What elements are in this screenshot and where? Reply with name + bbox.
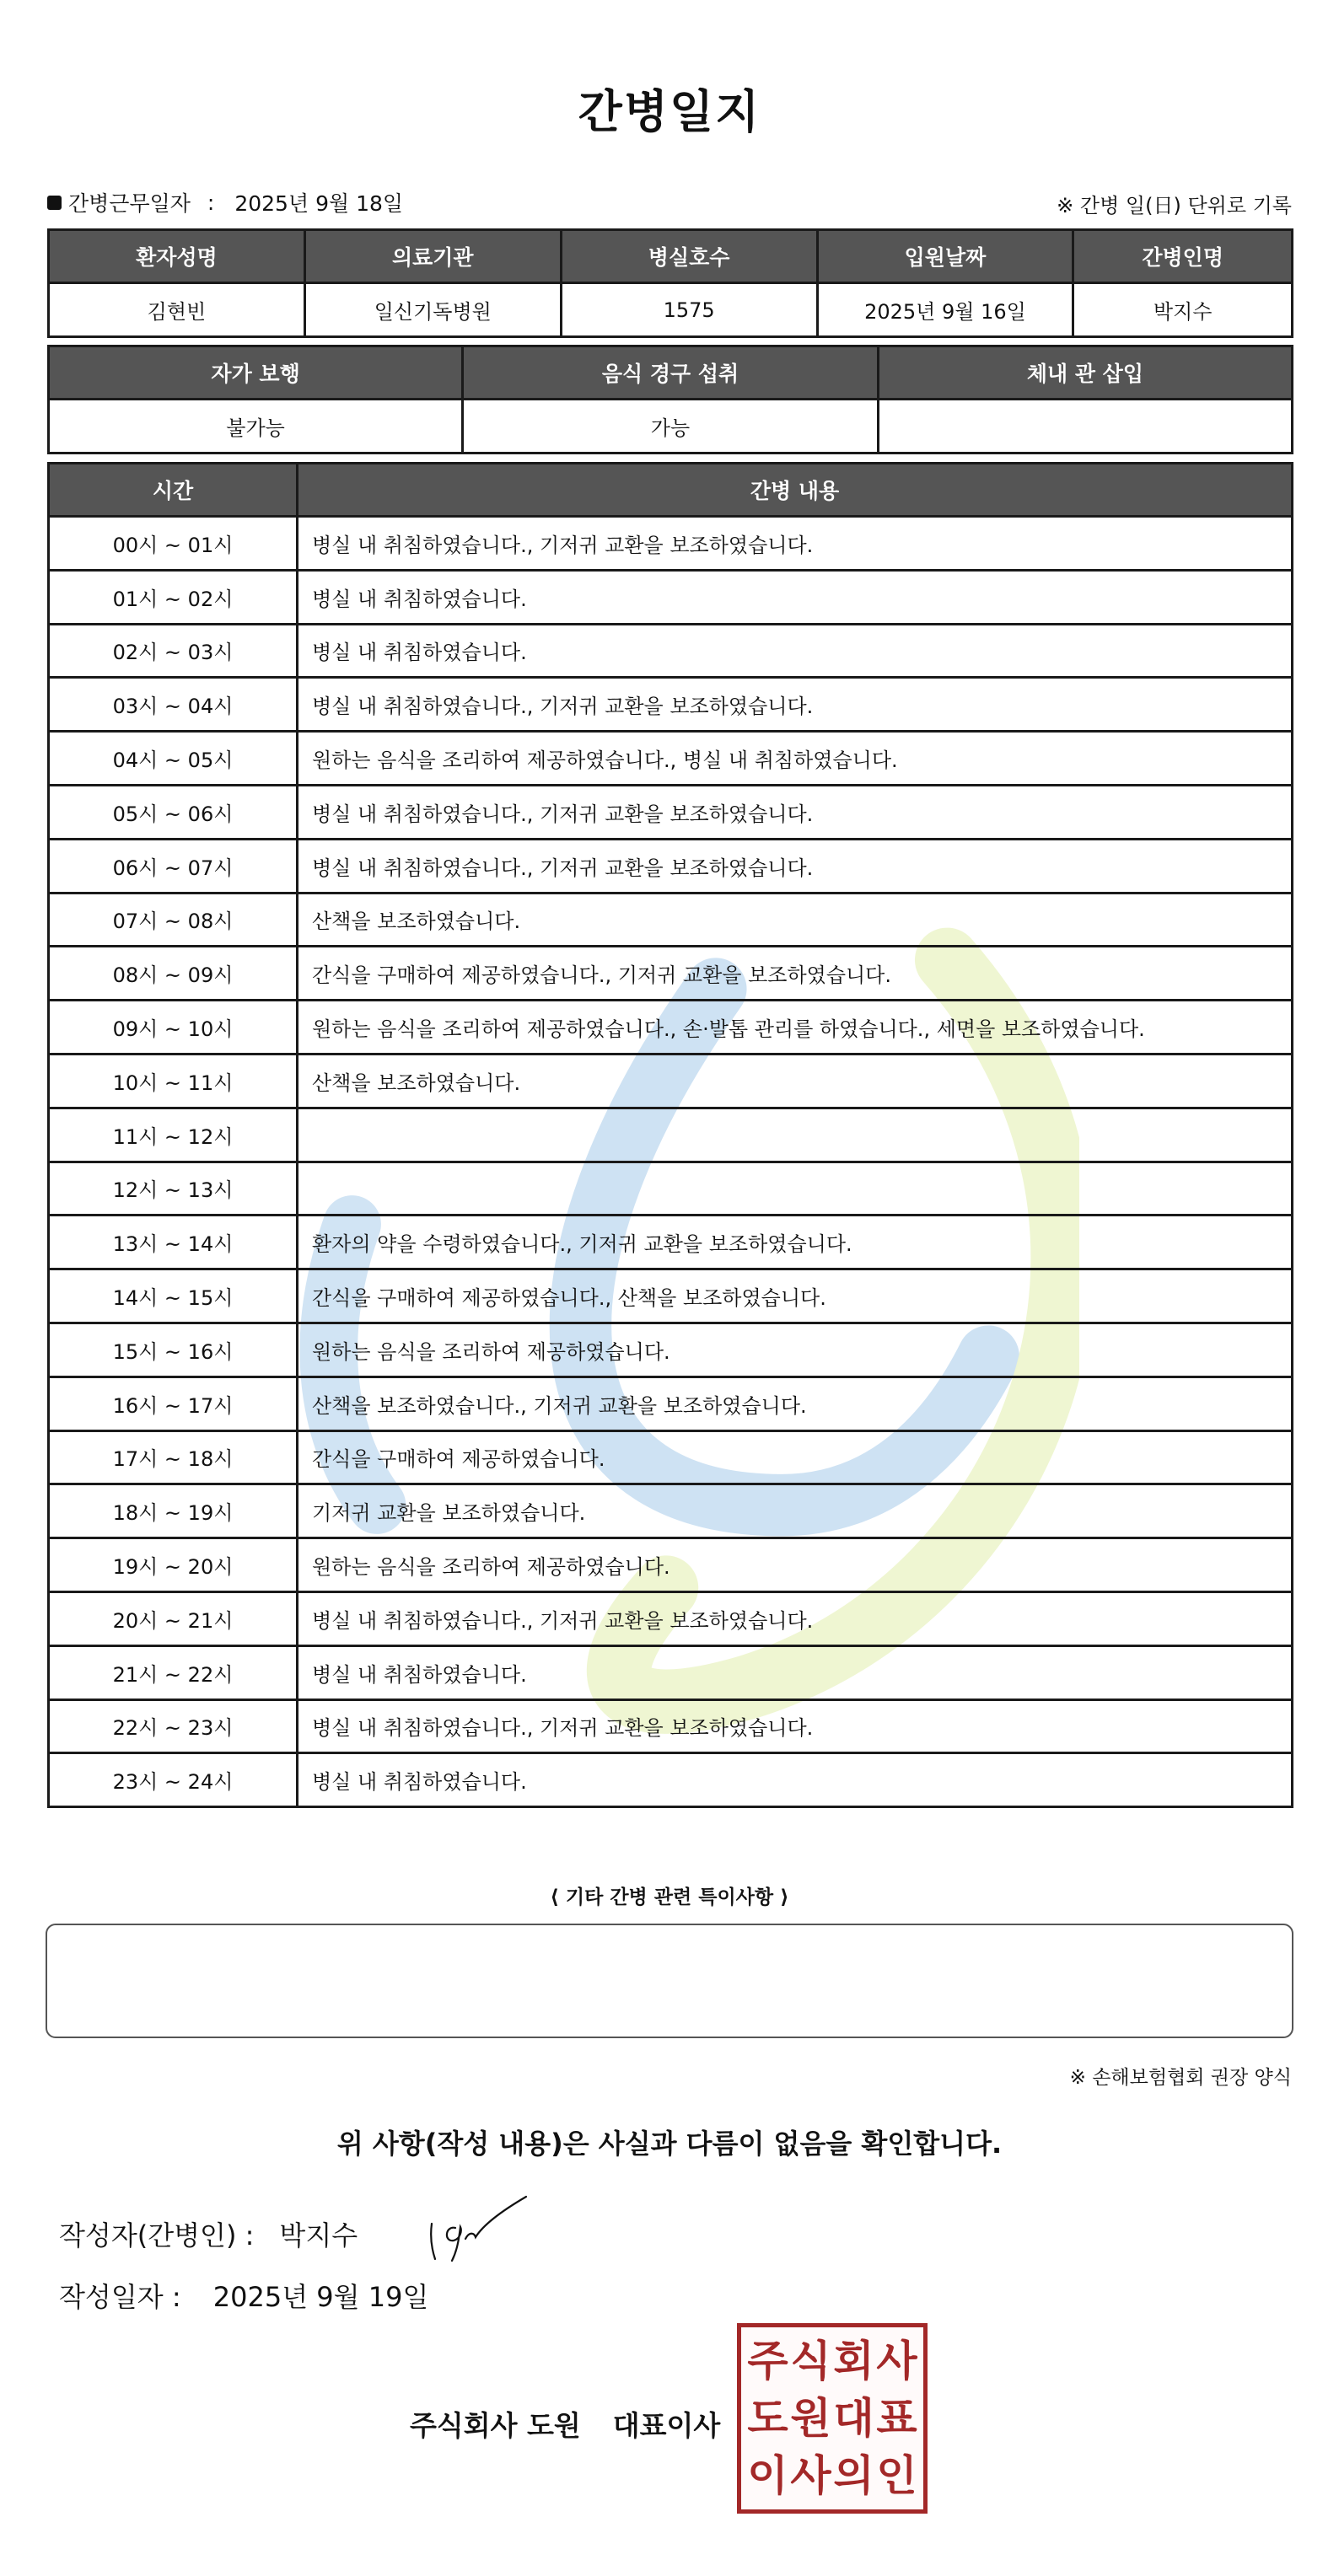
caregiver-name: 박지수 [1073,283,1293,337]
confirmation-statement: 위 사항(작성 내용)은 사실과 다름이 없음을 확인합니다. [336,2128,1003,2160]
care-log-time: 20시 ~ 21시 [49,1591,298,1645]
hospital-name: 일신기독병원 [304,283,561,337]
written-date-line [59,2276,428,2315]
care-log-content: 병실 내 취침하였습니다. [298,570,1293,624]
care-log-time: 15시 ~ 16시 [49,1323,298,1377]
care-log-content [298,1108,1293,1162]
company-role: 대표이사 [612,2409,721,2442]
care-log-content: 병실 내 취침하였습니다., 기저귀 교환을 보조하였습니다. [298,678,1293,732]
care-log-content [298,1162,1293,1216]
care-log-content: 원하는 음식을 조리하여 제공하였습니다. [298,1323,1293,1377]
seal-character: 도 [747,2394,788,2443]
seal-character: 대 [833,2394,874,2443]
special-notes-title: ⟨ 기타 간병 관련 특이사항 ⟩ [550,1886,789,1908]
care-log-time: 00시 ~ 01시 [49,517,298,571]
care-log-table [47,462,1293,1808]
header-admission-date: 입원날짜 [817,230,1073,283]
patient-name: 김현빈 [49,283,305,337]
care-log-time: 13시 ~ 14시 [49,1216,298,1269]
handwritten-signature [422,2190,531,2266]
care-log-time: 06시 ~ 07시 [49,839,298,893]
care-log-time: 02시 ~ 03시 [49,624,298,678]
care-log-row [49,1108,1293,1162]
written-date-label: 작성일자 : [59,2281,181,2313]
seal-character: 이 [747,2451,788,2500]
care-log-content: 환자의 약을 수령하였습니다., 기저귀 교환을 보조하였습니다. [298,1216,1293,1269]
care-log-time: 08시 ~ 09시 [49,947,298,1001]
seal-character: 사 [876,2337,917,2385]
bullet-square-icon [47,196,62,210]
seal-character: 회 [833,2337,874,2385]
care-log-row [49,1645,1293,1699]
patient-info-header-row [49,230,1293,283]
seal-character: 원 [790,2394,831,2443]
work-date-label: 간병근무일자 [68,191,191,216]
patient-info-value-row [49,283,1293,337]
care-log-row [49,1054,1293,1108]
header-hospital: 의료기관 [304,230,561,283]
company-name: 주식회사 도원 [410,2409,581,2442]
header-care-content: 간병 내용 [298,464,1293,517]
care-log-time: 07시 ~ 08시 [49,893,298,947]
care-log-content: 병실 내 취침하였습니다., 기저귀 교환을 보조하였습니다. [298,1699,1293,1753]
company-signature-line [410,2404,720,2444]
care-log-row [49,1430,1293,1484]
writer-line [59,2214,358,2253]
care-log-content: 병실 내 취침하였습니다. [298,624,1293,678]
oral-intake-value: 가능 [463,400,879,453]
seal-character: 인 [876,2451,917,2500]
work-date-value: 2025년 9월 18일 [234,191,404,216]
room-number: 1575 [561,283,817,337]
care-log-content: 원하는 음식을 조리하여 제공하였습니다., 병실 내 취침하였습니다. [298,732,1293,786]
work-date-separator: : [207,190,215,215]
care-log-content: 산책을 보조하였습니다. [298,1054,1293,1108]
care-log-content: 병실 내 취침하였습니다., 기저귀 교환을 보조하였습니다. [298,517,1293,571]
header-patient-name: 환자성명 [49,230,305,283]
care-log-content: 원하는 음식을 조리하여 제공하였습니다., 손·발톱 관리를 하였습니다., 세면을 보조하였습니다. [298,1001,1293,1055]
header-oral-intake: 음식 경구 섭취 [463,346,879,400]
care-log-time: 18시 ~ 19시 [49,1484,298,1538]
company-seal-stamp [737,2323,928,2514]
patient-status-table [47,345,1293,454]
tube-insertion-value [878,400,1292,453]
care-log-row [49,1753,1293,1807]
care-log-content: 산책을 보조하였습니다. [298,893,1293,947]
self-walking-value: 불가능 [49,400,463,453]
special-notes-box [46,1924,1293,2038]
care-log-time: 17시 ~ 18시 [49,1430,298,1484]
care-log-time: 03시 ~ 04시 [49,678,298,732]
care-log-time: 09시 ~ 10시 [49,1001,298,1055]
care-log-row [49,732,1293,786]
status-value-row [49,400,1293,453]
status-header-row [49,346,1293,400]
care-log-content: 기저귀 교환을 보조하였습니다. [298,1484,1293,1538]
seal-character: 식 [790,2337,831,2385]
care-log-content: 산책을 보조하였습니다., 기저귀 교환을 보조하였습니다. [298,1377,1293,1430]
header-caregiver-name: 간병인명 [1073,230,1293,283]
care-log-row [49,517,1293,571]
care-log-content: 간식을 구매하여 제공하였습니다. [298,1430,1293,1484]
care-log-row [49,678,1293,732]
care-log-time: 01시 ~ 02시 [49,570,298,624]
care-log-time: 23시 ~ 24시 [49,1753,298,1807]
admission-date: 2025년 9월 16일 [817,283,1073,337]
care-log-content: 간식을 구매하여 제공하였습니다., 산책을 보조하였습니다. [298,1269,1293,1323]
header-self-walking: 자가 보행 [49,346,463,400]
care-log-content: 병실 내 취침하였습니다. [298,1645,1293,1699]
care-log-row [49,893,1293,947]
care-log-content: 간식을 구매하여 제공하였습니다., 기저귀 교환을 보조하였습니다. [298,947,1293,1001]
care-log-time: 14시 ~ 15시 [49,1269,298,1323]
care-log-header-row [49,464,1293,517]
care-log-row [49,1484,1293,1538]
care-log-content: 원하는 음식을 조리하여 제공하였습니다. [298,1538,1293,1592]
seal-character: 사 [790,2451,831,2500]
care-log-row [49,1377,1293,1430]
document-title: 간병일지 [578,85,761,138]
care-log-row [49,570,1293,624]
care-log-content: 병실 내 취침하였습니다., 기저귀 교환을 보조하였습니다. [298,785,1293,839]
care-log-time: 19시 ~ 20시 [49,1538,298,1592]
work-date-line [47,187,403,217]
care-log-row [49,1538,1293,1592]
care-log-row [49,1216,1293,1269]
care-log-row [49,839,1293,893]
care-log-row [49,947,1293,1001]
care-log-time: 04시 ~ 05시 [49,732,298,786]
header-room-number: 병실호수 [561,230,817,283]
seal-character: 표 [876,2394,917,2443]
association-form-note: ※ 손해보험협회 권장 양식 [1069,2067,1292,2089]
care-log-content: 병실 내 취침하였습니다. [298,1753,1293,1807]
care-log-content: 병실 내 취침하였습니다., 기저귀 교환을 보조하였습니다. [298,1591,1293,1645]
patient-info-table [47,228,1293,338]
care-log-time: 11시 ~ 12시 [49,1108,298,1162]
daily-unit-note: ※ 간병 일(日) 단위로 기록 [1057,194,1292,217]
care-log-row [49,1591,1293,1645]
seal-character: 주 [747,2337,788,2385]
care-log-row [49,1162,1293,1216]
care-log-time: 16시 ~ 17시 [49,1377,298,1430]
care-log-time: 12시 ~ 13시 [49,1162,298,1216]
care-log-time: 05시 ~ 06시 [49,785,298,839]
care-log-row [49,1001,1293,1055]
care-log-row [49,624,1293,678]
writer-name: 박지수 [279,2219,358,2251]
seal-character: 의 [833,2451,874,2500]
care-log-time: 22시 ~ 23시 [49,1699,298,1753]
care-log-time: 21시 ~ 22시 [49,1645,298,1699]
written-date-value: 2025년 9월 19일 [212,2281,429,2313]
care-log-content: 병실 내 취침하였습니다., 기저귀 교환을 보조하였습니다. [298,839,1293,893]
care-log-row [49,1269,1293,1323]
writer-label: 작성자(간병인) : [59,2219,255,2251]
care-log-row [49,1323,1293,1377]
header-tube-insertion: 체내 관 삽입 [878,346,1292,400]
header-time: 시간 [49,464,298,517]
care-log-time: 10시 ~ 11시 [49,1054,298,1108]
care-log-row [49,1699,1293,1753]
seal-characters [746,2332,918,2504]
care-log-row [49,785,1293,839]
